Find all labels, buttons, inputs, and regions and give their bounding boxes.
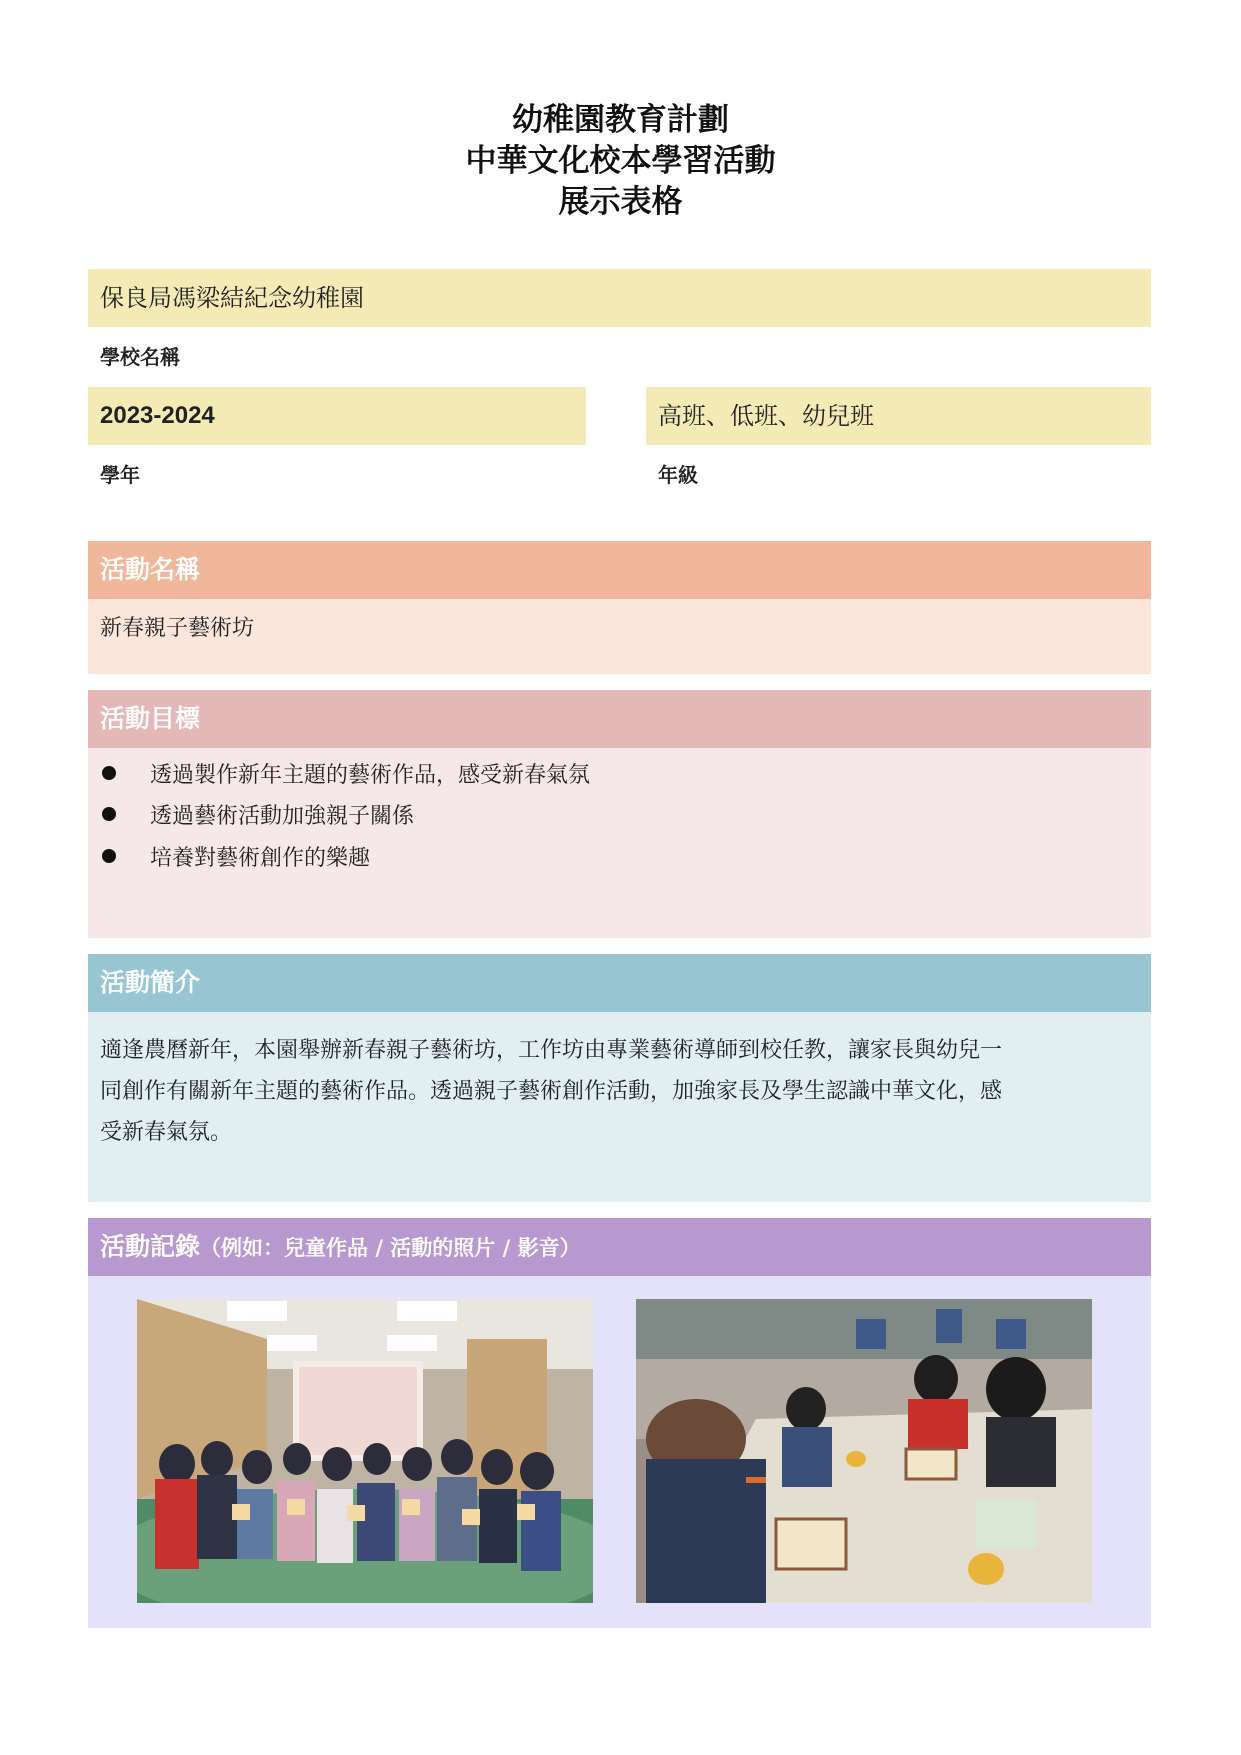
intro-heading [88,954,1151,1012]
title-line-3: 展示表格 [558,184,683,220]
school-year-label: 學年 [100,463,140,487]
activity-name-body [88,599,1151,674]
grade-label: 年級 [658,463,698,487]
intro-line: 同創作有關新年主題的藝術作品。透過親子藝術創作活動，加強家長及學生認識中華文化，感 [100,1079,1003,1104]
grade-value: 高班、低班、幼兒班 [658,402,874,430]
school-name-label: 學校名稱 [100,345,180,369]
intro-heading-text: 活動簡介 [100,968,201,997]
objectives-heading [88,690,1151,748]
school-name-value: 保良局馮梁結紀念幼稚園 [100,284,364,312]
bullet-icon [102,849,116,863]
school-year-value: 2023-2024 [100,402,215,429]
objective-item: 透過製作新年主題的藝術作品，感受新春氣氛 [150,763,591,788]
group-photo [137,1299,593,1603]
objectives-heading-text: 活動目標 [100,704,201,733]
records-note: （例如：兒童作品 / 活動的照片 / 影音） [200,1236,581,1260]
activity-name-value: 新春親子藝術坊 [100,616,255,641]
title-line-1: 幼稚園教育計劃 [512,102,729,138]
objective-item: 培養對藝術創作的樂趣 [150,846,371,871]
page-title [0,100,1241,223]
bullet-icon [102,807,116,821]
objective-item: 透過藝術活動加強親子關係 [150,804,415,829]
bullet-icon [102,766,116,780]
activity-name-heading-text: 活動名稱 [100,555,201,584]
workshop-photo [636,1299,1092,1603]
title-line-2: 中華文化校本學習活動 [465,143,776,179]
intro-line: 適逢農曆新年，本園舉辦新春親子藝術坊，工作坊由專業藝術導師到校任教，讓家長與幼兒一 [100,1038,1003,1063]
activity-name-heading [88,541,1151,599]
intro-text [100,1030,1140,1153]
records-heading [88,1218,1151,1276]
records-heading-text: 活動記錄 [100,1232,201,1261]
intro-line: 受新春氣氛。 [100,1120,233,1145]
